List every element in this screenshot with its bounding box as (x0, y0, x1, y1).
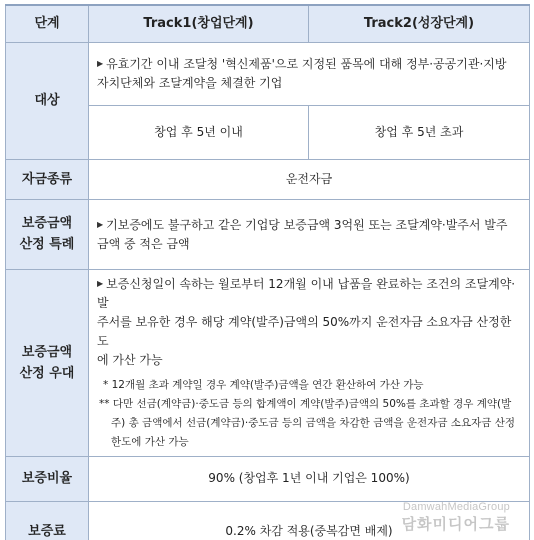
row-target-desc (6, 42, 530, 105)
watermark-english: DamwahMediaGroup (402, 501, 510, 513)
target-description (89, 42, 530, 105)
label-preferential-line2: 산정 우대 (19, 365, 75, 381)
bullet-icon: ▶ (97, 278, 104, 288)
preferential-desc-line2: 주서를 보유한 경우 해당 계약(발주)금액의 50%까지 운전자금 소요자금 산정한도 (97, 314, 512, 348)
label-fund-type: 자금종류 (6, 159, 89, 199)
header-stage: 단계 (6, 5, 89, 42)
label-special-line1: 보증금액 (21, 216, 73, 231)
preferential-note2-line3: 한도에 가산 가능 (111, 435, 189, 448)
preferential-description (89, 269, 530, 456)
preferential-note2-line2: 주) 총 금액에서 선금(계약금)·중도금 등의 금액을 차감한 금액을 운전자금 소요자금 산정 (111, 416, 516, 429)
special-desc-line1: ▶ 기보증에도 불구하고 같은 기업당 보증금액 3억원 또는 조달계약·발주서 발주 (97, 217, 508, 232)
fund-type-value: 운전자금 (89, 159, 530, 199)
row-fee (6, 501, 530, 540)
preferential-desc-line1: ▶ 보증신청일이 속하는 월로부터 12개월 이내 납품을 완료하는 조건의 조달계약·발 (97, 276, 516, 310)
preferential-note2-line1: ** 다만 선금(계약금)·중도금 등의 합계액이 계약(발주)금액의 50%를 초과할 경우 계약(발 (99, 397, 512, 410)
label-special-line2: 산정 특례 (19, 237, 75, 252)
target-desc-line1: ▶ 유효기간 이내 조달청 '혁신제품'으로 지정된 품목에 대해 정부·공공기관·지방 (97, 57, 507, 71)
preferential-note1: * 12개월 초과 계약일 경우 계약(발주)금액을 연간 환산하여 가산 가능 (103, 378, 424, 391)
preferential-desc-line3: 에 가산 가능 (97, 352, 163, 367)
label-fee: 보증료 (6, 501, 89, 540)
target-desc-line2: 자치단체와 조달계약을 체결한 기업 (97, 76, 283, 90)
row-fund-type (6, 159, 530, 199)
row-special (6, 199, 530, 269)
fee-value: 0.2% 차감 적용(중복감면 배제) (89, 501, 530, 540)
target-track2-value: 창업 후 5년 초과 (309, 105, 530, 159)
header-track2: Track2(성장단계) (309, 5, 530, 42)
target-track1-value: 창업 후 5년 이내 (89, 105, 309, 159)
label-ratio: 보증비율 (6, 456, 89, 501)
header-row (6, 5, 530, 42)
bullet-icon: ▶ (97, 59, 104, 68)
row-ratio (6, 456, 530, 501)
guarantee-table (5, 4, 530, 540)
label-preferential-line1: 보증금액 (21, 344, 73, 360)
label-special (6, 199, 89, 269)
label-preferential (6, 269, 89, 456)
special-description (89, 199, 530, 269)
special-desc-line2: 금액 중 적은 금액 (97, 236, 190, 251)
bullet-icon: ▶ (97, 219, 104, 229)
ratio-value: 90% (창업후 1년 이내 기업은 100%) (89, 456, 530, 501)
watermark-korean: 담화미디어그룹 (401, 515, 510, 533)
row-preferential (6, 269, 530, 456)
label-target: 대상 (6, 42, 89, 159)
header-track1: Track1(창업단계) (89, 5, 309, 42)
